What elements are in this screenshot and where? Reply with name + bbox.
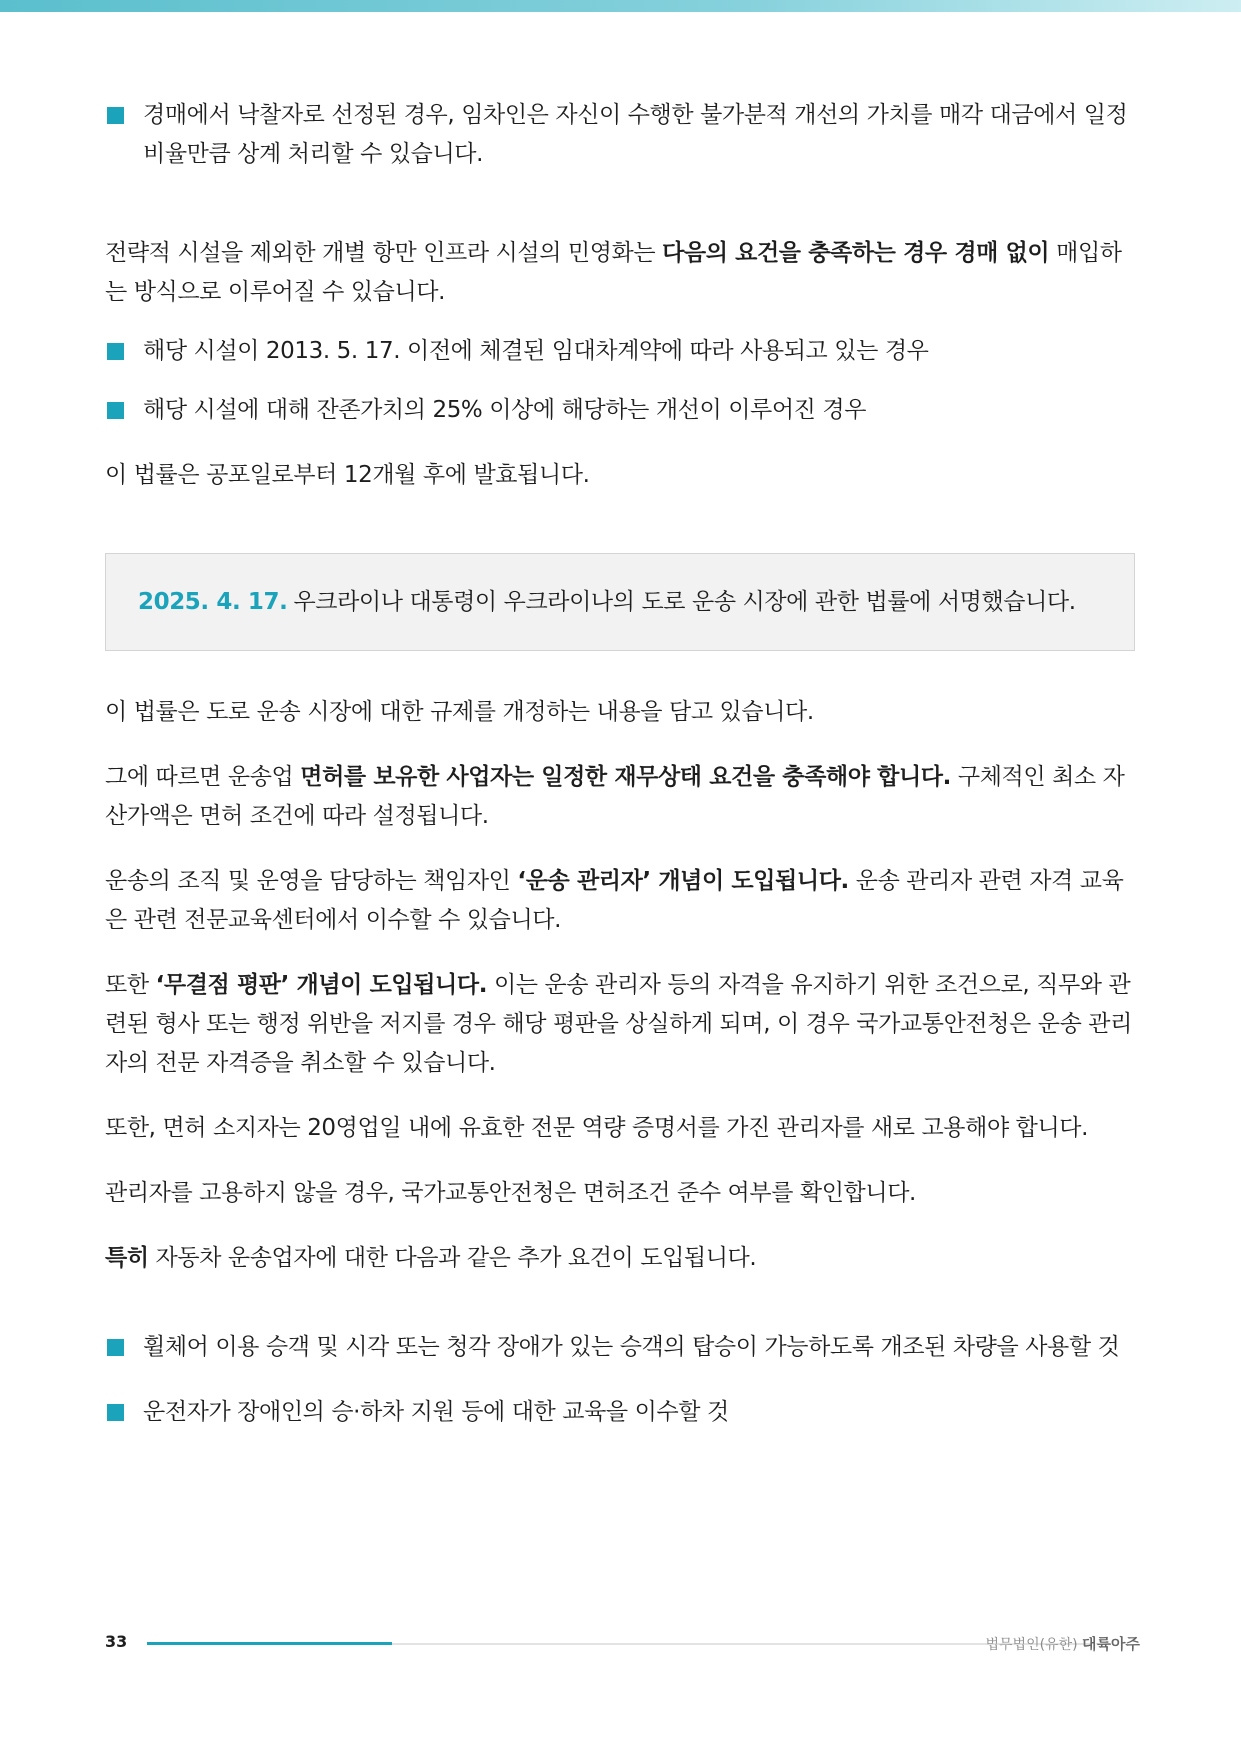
paragraph-text <box>105 456 1135 495</box>
text-run: 관리자를 고용하지 않을 경우, 국가교통안전청은 면허조건 준수 여부를 확인합니다. <box>105 1180 916 1206</box>
bullet-square-icon <box>107 107 124 124</box>
bullet-item <box>105 96 1135 174</box>
paragraph-text <box>105 693 1135 732</box>
text-run: 해당 시설이 2013. 5. 17. 이전에 체결된 임대차계약에 따라 사용되고 있는 경우 <box>143 338 929 364</box>
text-run: 자동차 운송업자에 대한 다음과 같은 추가 요건이 도입됩니다. <box>148 1245 757 1271</box>
text-run: 매입하는 방식으로 이루어질 수 있습니다. <box>105 240 1122 305</box>
text-run: 경매에서 낙찰자로 선정된 경우, 임차인은 자신이 수행한 불가분적 개선의 가치를 매각 대금에서 일정 비율만큼 상계 처리할 수 있습니다. <box>143 102 1128 167</box>
paragraph-text <box>105 1109 1135 1148</box>
emphasis-text: 면허를 보유한 사업자는 일정한 재무상태 요건을 충족해야 합니다. <box>300 764 951 790</box>
paragraph-text <box>143 391 1135 430</box>
text-run: 전략적 시설을 제외한 개별 항만 인프라 시설의 민영화는 <box>105 240 663 266</box>
paragraph-text <box>143 1328 1135 1367</box>
bullet-square-icon <box>107 402 124 419</box>
paragraph <box>105 862 1135 940</box>
text-run: 또한, 면허 소지자는 20영업일 내에 유효한 전문 역량 증명서를 가진 관리자를 새로 고용해야 합니다. <box>105 1115 1089 1141</box>
text-run: 구체적인 최소 자산가액은 면허 조건에 따라 설정됩니다. <box>105 764 1125 829</box>
top-accent-bar <box>0 0 1241 12</box>
bullet-item <box>105 1328 1135 1367</box>
bullet-item <box>105 391 1135 430</box>
paragraph <box>105 1239 1135 1278</box>
document-body <box>105 96 1135 1432</box>
firm-brand: 대륙아주 <box>1082 1635 1140 1653</box>
paragraph-text <box>105 1174 1135 1213</box>
bullet-square-icon <box>107 1404 124 1421</box>
page-footer <box>105 1628 1140 1658</box>
text-run: 운송 관리자 관련 자격 교육은 관련 전문교육센터에서 이수할 수 있습니다. <box>105 868 1124 933</box>
page-number: 33 <box>105 1632 128 1651</box>
paragraph-text <box>105 966 1135 1083</box>
paragraph-text <box>143 332 1135 371</box>
text-run: 운송의 조직 및 운영을 담당하는 책임자인 <box>105 868 518 894</box>
emphasis-text: 특히 <box>105 1245 149 1271</box>
text-run: 휠체어 이용 승객 및 시각 또는 청각 장애가 있는 승객의 탑승이 가능하도록 개조된 차량을 사용할 것 <box>143 1334 1120 1360</box>
text-run: 이 법률은 공포일로부터 12개월 후에 발효됩니다. <box>105 462 590 488</box>
callout-text: 우크라이나 대통령이 우크라이나의 도로 운송 시장에 관한 법률에 서명했습니다. <box>293 588 1076 615</box>
paragraph-text <box>105 234 1135 312</box>
bullet-square-icon <box>107 1339 124 1356</box>
paragraph-text <box>105 862 1135 940</box>
callout-date: 2025. 4. 17. <box>138 588 288 615</box>
date-callout-box <box>105 553 1135 651</box>
emphasis-text: ‘무결점 평판’ 개념이 도입됩니다. <box>155 972 488 998</box>
bullet-square-icon <box>107 343 124 360</box>
bullet-item <box>105 332 1135 371</box>
text-run: 해당 시설에 대해 잔존가치의 25% 이상에 해당하는 개선이 이루어진 경우 <box>143 397 867 423</box>
emphasis-text: ‘운송 관리자’ 개념이 도입됩니다. <box>517 868 849 894</box>
emphasis-text: 다음의 요건을 충족하는 경우 경매 없이 <box>662 240 1050 266</box>
bullet-item <box>105 1393 1135 1432</box>
text-run: 또한 <box>105 972 156 998</box>
text-run: 그에 따르면 운송업 <box>105 764 301 790</box>
text-run: 이는 운송 관리자 등의 자격을 유지하기 위한 조건으로, 직무와 관련된 형사 또는 행정 위반을 저지를 경우 해당 평판을 상실하게 되며, 이 경우 국가교통안전청은 운송 관리자의 전문 자격증을 취소할 수 있습니다. <box>105 972 1132 1076</box>
text-run: 운전자가 장애인의 승·하차 지원 등에 대한 교육을 이수할 것 <box>143 1399 729 1425</box>
footer-divider-accent <box>147 1642 392 1645</box>
paragraph <box>105 234 1135 312</box>
paragraph-text <box>105 758 1135 836</box>
paragraph <box>105 1109 1135 1148</box>
paragraph <box>105 758 1135 836</box>
paragraph <box>105 966 1135 1083</box>
firm-prefix: 법무법인(유한) <box>985 1637 1083 1653</box>
paragraph <box>105 456 1135 495</box>
paragraph-text <box>105 1239 1135 1278</box>
firm-name <box>986 1633 1141 1654</box>
paragraph <box>105 1174 1135 1213</box>
paragraph-text <box>143 96 1135 174</box>
text-run: 이 법률은 도로 운송 시장에 대한 규제를 개정하는 내용을 담고 있습니다. <box>105 699 814 725</box>
paragraph <box>105 693 1135 732</box>
paragraph-text <box>143 1393 1135 1432</box>
